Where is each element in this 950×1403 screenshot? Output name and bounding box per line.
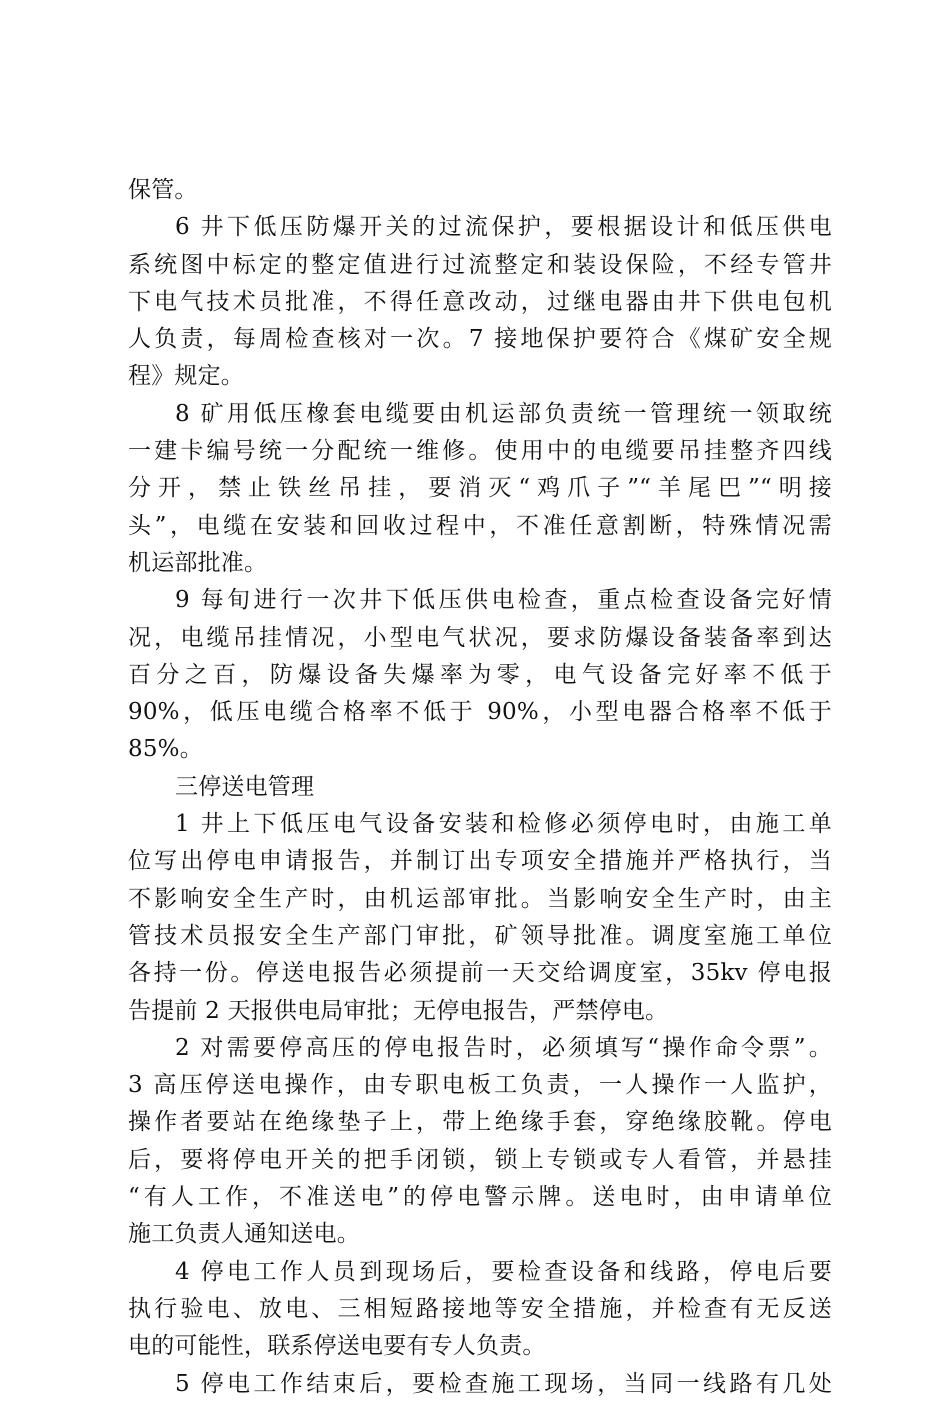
text-line: 90%，低压电缆合格率不低于 90%，小型电器合格率不低于 [128, 699, 832, 726]
text-line: 5 停电工作结束后，要检查施工现场，当同一线路有几处 [175, 1370, 832, 1397]
text-line: 机运部批准。 [128, 549, 268, 576]
text-line: 4 停电工作人员到现场后，要检查设备和线路，停电后要 [175, 1258, 832, 1285]
text-line: 9 每旬进行一次井下低压供电检查，重点检查设备完好情 [175, 587, 832, 614]
text-line: 告提前 2 天报供电局审批；无停电报告，严禁停电。 [128, 997, 669, 1024]
text-line: 8 矿用低压橡套电缆要由机运部负责统一管理统一领取统 [175, 400, 832, 427]
text-line: 不影响安全生产时，由机运部审批。当影响安全生产时，由主 [128, 885, 832, 912]
text-line: 管技术员报安全生产部门审批，矿领导批准。调度室施工单位 [128, 922, 832, 949]
text-line: 操作者要站在绝缘垫子上，带上绝缘手套，穿绝缘胶靴。停电 [128, 1109, 832, 1136]
text-line: 头”，电缆在安装和回收过程中，不准任意割断，特殊情况需 [128, 512, 832, 539]
text-line: 系统图中标定的整定值进行过流整定和装设保险，不经专管井 [128, 251, 832, 278]
text-line: 保管。 [128, 177, 198, 203]
text-line: 分开，禁止铁丝吊挂，要消灭“鸡爪子”“羊尾巴”“明接 [128, 475, 832, 502]
text-line: 百分之百，防爆设备失爆率为零，电气设备完好率不低于 [128, 661, 832, 688]
text-line: 6 井下低压防爆开关的过流保护，要根据设计和低压供电 [175, 214, 832, 241]
text-line: 1 井上下低压电气设备安装和检修必须停电时，由施工单 [175, 811, 832, 838]
text-line: 后，要将停电开关的把手闭锁，锁上专锁或专人看管，并悬挂 [128, 1146, 832, 1173]
text-line: 下电气技术员批准，不得任意改动，过继电器由井下供电包机 [128, 288, 832, 315]
text-line: 位写出停电申请报告，并制订出专项安全措施并严格执行，当 [128, 848, 832, 875]
text-line: 三停送电管理 [175, 773, 315, 800]
text-line: 程》规定。 [128, 363, 244, 390]
text-line: 各持一份。停送电报告必须提前一天交给调度室，35kv 停电报 [128, 960, 832, 987]
text-line: 况，电缆吊挂情况，小型电气状况，要求防爆设备装备率到达 [128, 624, 832, 651]
document-body [128, 172, 832, 1403]
text-line: 施工负责人通知送电。 [128, 1221, 360, 1248]
text-line: 85%。 [128, 736, 203, 763]
text-line: 2 对需要停高压的停电报告时，必须填写“操作命令票”。 [175, 1034, 832, 1061]
text-line: 执行验电、放电、三相短路接地等安全措施，并检查有无反送 [128, 1295, 832, 1322]
text-line: 3 高压停送电操作，由专职电板工负责，一人操作一人监护， [128, 1072, 832, 1099]
text-line: 一建卡编号统一分配统一维修。使用中的电缆要吊挂整齐四线 [128, 438, 832, 465]
text-line: 电的可能性，联系停送电要有专人负责。 [128, 1333, 546, 1360]
text-line: 人负责，每周检查核对一次。7 接地保护要符合《煤矿安全规 [128, 326, 832, 353]
text-line: “有人工作，不准送电”的停电警示牌。送电时，由申请单位 [128, 1184, 832, 1211]
